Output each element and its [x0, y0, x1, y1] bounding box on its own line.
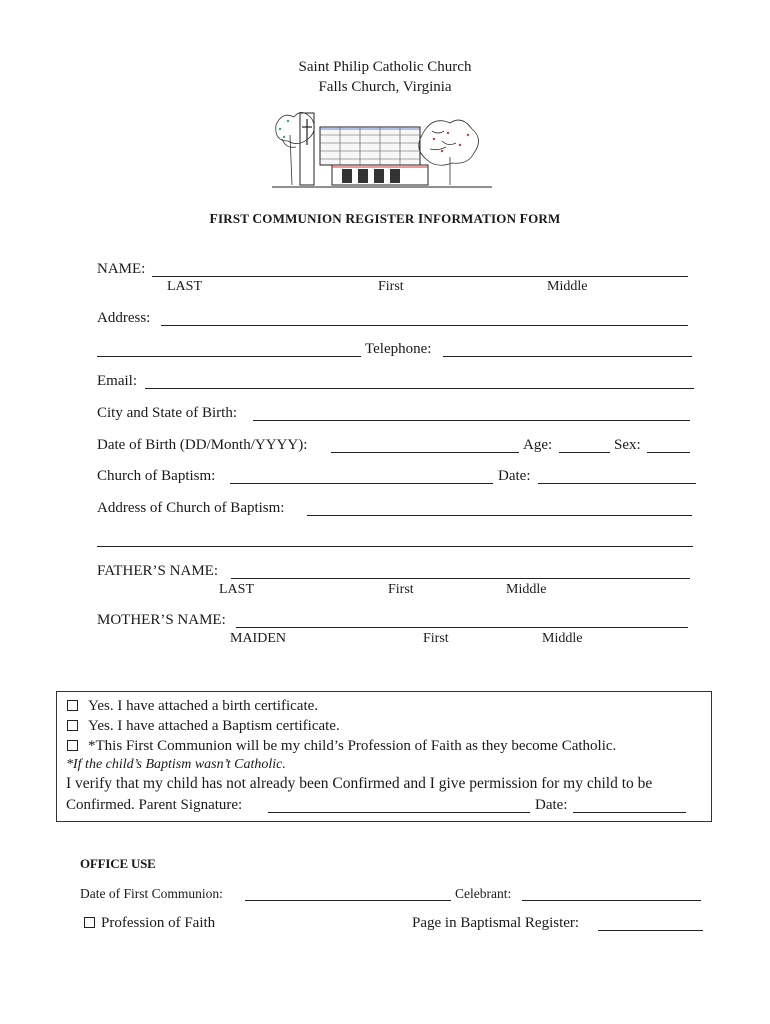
check-profession-of-faith[interactable]: *This First Communion will be my child’s Profession of Faith as they become Catholic.	[67, 738, 616, 755]
church-baptism-label: Church of Baptism:	[97, 468, 216, 484]
celebrant-label: Celebrant:	[455, 886, 512, 901]
date-first-communion-line[interactable]	[245, 900, 451, 901]
mother-sub-first: First	[423, 631, 449, 646]
age-label: Age:	[523, 437, 553, 453]
signature-field-line[interactable]	[268, 812, 530, 813]
address-line-2[interactable]	[97, 356, 361, 357]
church-baptism-field-line[interactable]	[230, 483, 493, 484]
form-title: FIRST COMMUNION REGISTER INFORMATION FORM	[209, 211, 561, 226]
father-sub-first: First	[388, 582, 414, 597]
office-use-heading: OFFICE USE	[80, 856, 156, 871]
address-church-label: Address of Church of Baptism:	[97, 500, 285, 516]
name-field-line[interactable]	[152, 276, 688, 277]
city-birth-field-line[interactable]	[253, 420, 690, 421]
page-baptismal-line[interactable]	[598, 930, 703, 931]
name-label: NAME:	[97, 261, 146, 277]
address-church-field-line[interactable]	[307, 515, 692, 516]
name-sub-first: First	[378, 279, 404, 294]
address-label: Address:	[97, 310, 151, 326]
mother-sub-maiden: MAIDEN	[230, 631, 286, 646]
date-first-communion-label: Date of First Communion:	[80, 886, 223, 901]
baptism-date-label: Date:	[498, 468, 531, 484]
father-field-line[interactable]	[231, 578, 690, 579]
city-birth-label: City and State of Birth:	[97, 405, 237, 421]
dob-label: Date of Birth (DD/Month/YYYY):	[97, 437, 308, 453]
check-baptism-certificate[interactable]: Yes. I have attached a Baptism certificate.	[67, 718, 340, 735]
verify-statement: I verify that my child has not already been Confirmed and I give permission for my child to be	[66, 775, 653, 792]
name-sub-last: LAST	[167, 279, 202, 294]
signature-date-label: Date:	[535, 797, 568, 813]
check-birth-certificate[interactable]: Yes. I have attached a birth certificate.	[67, 698, 318, 715]
signature-date-field-line[interactable]	[573, 812, 686, 813]
page-baptismal-label: Page in Baptismal Register:	[412, 915, 580, 931]
celebrant-line[interactable]	[522, 900, 701, 901]
church-name: Saint Philip Catholic Church	[298, 59, 472, 75]
profession-of-faith-check[interactable]: Profession of Faith	[84, 915, 215, 932]
signature-label: Confirmed. Parent Signature:	[66, 797, 243, 813]
baptism-note: *If the child’s Baptism wasn’t Catholic.	[66, 757, 286, 772]
email-field-line[interactable]	[145, 388, 694, 389]
dob-field-line[interactable]	[331, 452, 519, 453]
checkbox-icon[interactable]	[67, 720, 78, 731]
address-field-line[interactable]	[161, 325, 688, 326]
telephone-label: Telephone:	[365, 341, 432, 357]
mother-sub-middle: Middle	[542, 631, 583, 646]
father-label: FATHER’S NAME:	[97, 563, 218, 579]
mother-field-line[interactable]	[236, 627, 688, 628]
checkbox-icon[interactable]	[67, 740, 78, 751]
baptism-date-field-line[interactable]	[538, 483, 696, 484]
church-location: Falls Church, Virginia	[318, 79, 452, 95]
telephone-field-line[interactable]	[443, 356, 692, 357]
checkbox-icon[interactable]	[67, 700, 78, 711]
name-sub-middle: Middle	[547, 279, 588, 294]
age-field-line[interactable]	[559, 452, 610, 453]
church-building-image	[272, 105, 492, 191]
father-sub-last: LAST	[219, 582, 254, 597]
sex-field-line[interactable]	[647, 452, 690, 453]
email-label: Email:	[97, 373, 137, 389]
father-sub-middle: Middle	[506, 582, 547, 597]
sex-label: Sex:	[614, 437, 641, 453]
address-church-line-2[interactable]	[97, 546, 693, 547]
checkbox-icon[interactable]	[84, 917, 95, 928]
mother-label: MOTHER’S NAME:	[97, 612, 226, 628]
